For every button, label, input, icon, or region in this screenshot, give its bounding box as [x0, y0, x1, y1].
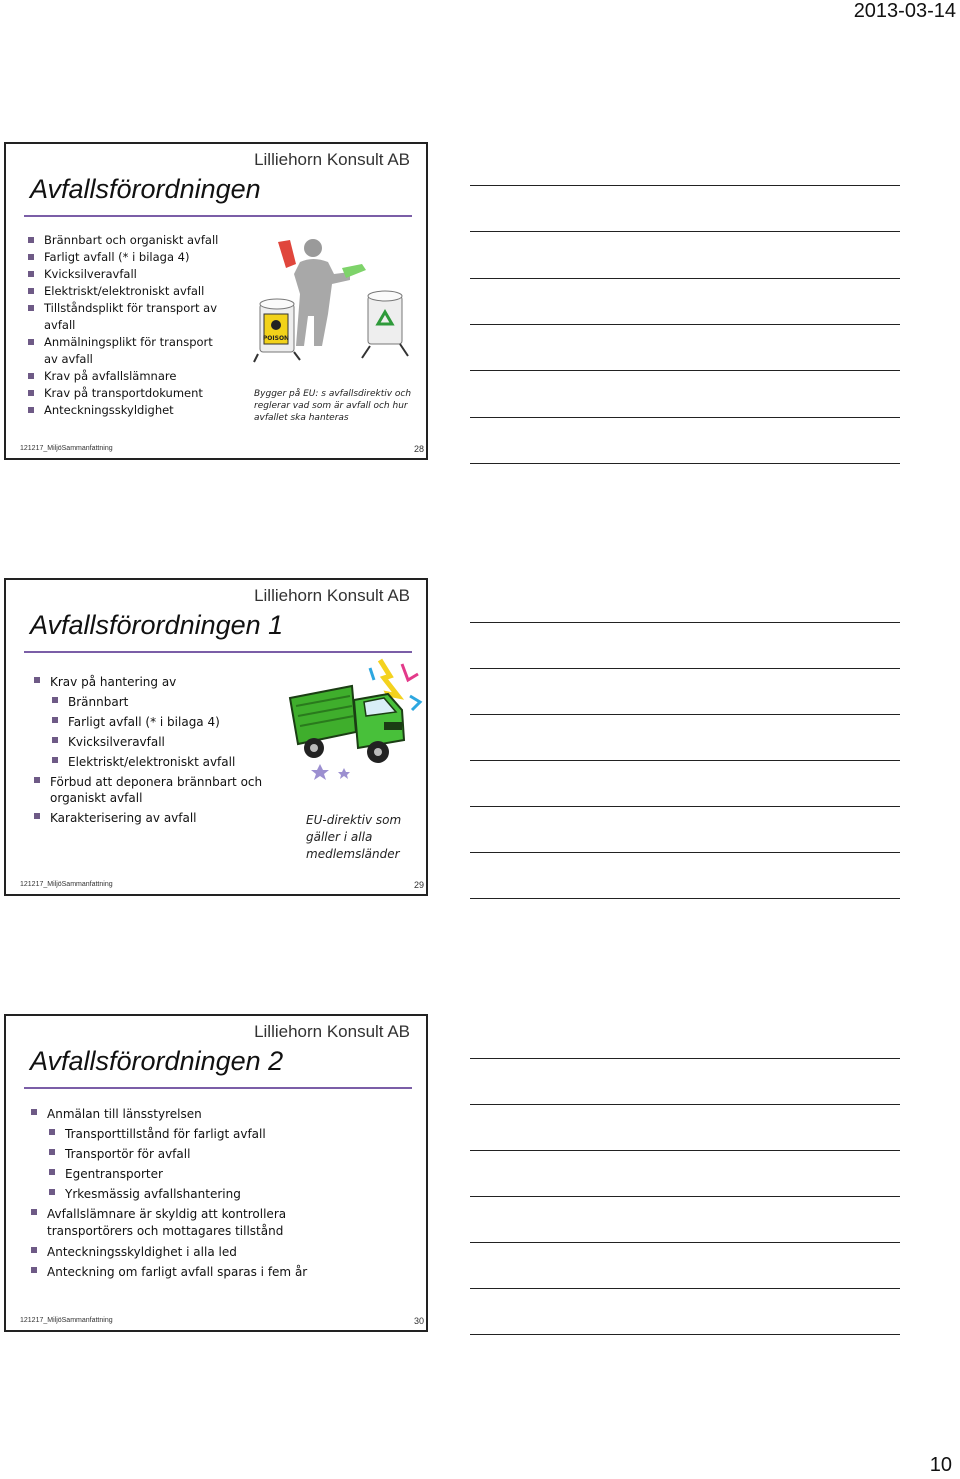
slide-caption: Bygger på EU: s avfallsdirektiv och reglerar vad som är avfall och hur avfallet ska hanteras — [254, 389, 412, 423]
list-item: Brännbart — [34, 692, 264, 712]
sparkle-icon — [311, 764, 350, 780]
slide-number: 28 — [413, 444, 424, 454]
waste-cans-illustration — [238, 234, 418, 364]
bullet-list — [34, 672, 264, 828]
poison-can-icon — [254, 299, 300, 362]
list-item: Egentransporter — [31, 1164, 391, 1184]
list-item: Anmälningsplikt för transport av avfall — [28, 334, 228, 368]
slide-number: 29 — [413, 880, 424, 890]
poison-label: POISON — [262, 335, 290, 342]
list-item: Anteckningsskyldighet — [28, 402, 228, 419]
slide-title: Avfallsförordningen 2 — [30, 1046, 284, 1076]
list-item: Krav på transportdokument — [28, 385, 228, 402]
title-rule — [24, 651, 412, 653]
bullet-list — [28, 232, 228, 419]
page-date: 2013-03-14 — [853, 0, 956, 22]
list-item: Transporttillstånd för farligt avfall — [31, 1124, 391, 1144]
list-item: Farligt avfall (* i bilaga 4) — [34, 712, 264, 732]
list-item: Elektriskt/elektroniskt avfall — [34, 752, 264, 772]
company-name: Lilliehorn Konsult AB — [254, 1022, 410, 1041]
company-name: Lilliehorn Konsult AB — [254, 586, 410, 605]
list-item: Anteckningsskyldighet i alla led — [31, 1242, 391, 1262]
slide-caption: EU-direktiv som gäller i alla medlemsländer — [306, 813, 402, 861]
garbage-truck-illustration — [284, 656, 428, 780]
list-item: Kvicksilveravfall — [34, 732, 264, 752]
list-item: Farligt avfall (* i bilaga 4) — [28, 249, 228, 266]
list-item: Transportör för avfall — [31, 1144, 391, 1164]
list-item: Karakterisering av avfall — [34, 808, 264, 828]
bullet-list — [31, 1104, 391, 1282]
recycle-can-icon — [362, 291, 408, 358]
title-rule — [24, 215, 412, 217]
truck-icon — [290, 686, 404, 763]
list-item: Tillståndsplikt för transport av avfall — [28, 300, 228, 334]
list-item: Anteckning om farligt avfall sparas i fem år — [31, 1262, 391, 1282]
slide-title: Avfallsförordningen — [30, 174, 261, 204]
list-item: Avfallslämnare är skyldig att kontrollera transportörers och mottagares tillstånd — [31, 1204, 367, 1242]
slide-number: 30 — [413, 1316, 424, 1326]
list-item: Krav på avfallslämnare — [28, 368, 228, 385]
page-number: 10 — [929, 1454, 952, 1476]
list-item: Förbud att deponera brännbart och organiskt avfall — [34, 772, 264, 808]
list-item: Elektriskt/elektroniskt avfall — [28, 283, 228, 300]
slide-footer: 121217_MiljöSammanfattning — [20, 881, 113, 888]
list-item: Brännbart och organiskt avfall — [28, 232, 228, 249]
slide-29 — [4, 578, 428, 896]
company-name: Lilliehorn Konsult AB — [254, 150, 410, 169]
slide-title: Avfallsförordningen 1 — [30, 610, 284, 640]
slide-footer: 121217_MiljöSammanfattning — [20, 1317, 113, 1324]
slide-30 — [4, 1014, 428, 1332]
list-item: Yrkesmässig avfallshantering — [31, 1184, 391, 1204]
slide-footer: 121217_MiljöSammanfattning — [20, 445, 113, 452]
list-item: Anmälan till länsstyrelsen — [31, 1104, 391, 1124]
list-item: Kvicksilveravfall — [28, 266, 228, 283]
list-item: Krav på hantering av — [34, 672, 264, 692]
slide-28 — [4, 142, 428, 460]
title-rule — [24, 1087, 412, 1089]
